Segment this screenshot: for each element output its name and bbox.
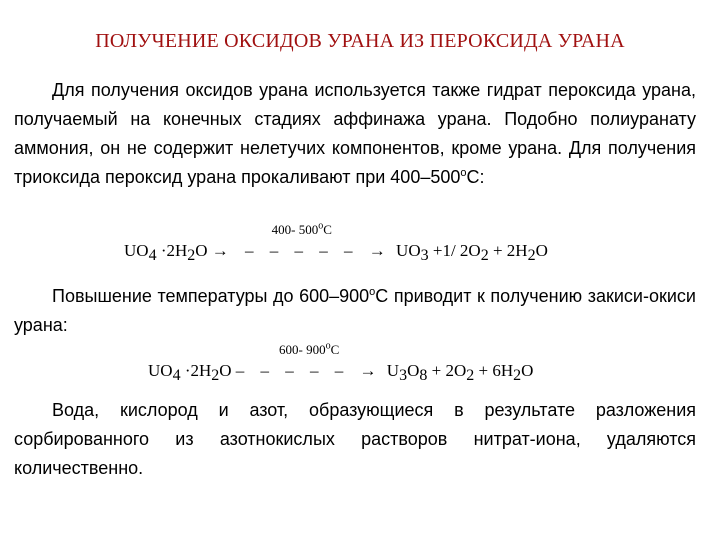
f2-rhs-u-sub: 3 — [399, 367, 408, 384]
paragraph-heating-tail: С приводит к получению закиси-окиси урана: — [14, 286, 696, 335]
f2-rhs-o2: + 2O — [431, 361, 467, 380]
f2-lhs-sub: 4 — [172, 367, 181, 384]
f2-lhs-water-sub: 2 — [211, 367, 220, 384]
f2-rhs-o2-sub: 2 — [466, 367, 475, 384]
f2-arrow-line: – – – – – → — [235, 361, 383, 380]
paragraph-heating — [14, 282, 696, 340]
paragraph-heating-text: Повышение температуры до 600–900 — [52, 286, 370, 306]
f2-condition-unit: C — [330, 342, 340, 357]
f1-lhs-sub: 4 — [148, 247, 157, 264]
slide-title: ПОЛУЧЕНИЕ ОКСИДОВ УРАНА ИЗ ПЕРОКСИДА УРАНА — [95, 30, 625, 52]
reaction-formula-2 — [148, 340, 534, 384]
f2-arrow — [235, 340, 383, 381]
f1-rhs-o: O — [535, 241, 548, 260]
f2-lhs-o: O — [219, 361, 232, 380]
f1-condition — [212, 222, 392, 238]
f1-rhs-o2: +1/ 2O — [432, 241, 481, 260]
f2-lhs-uo: UO — [148, 361, 173, 380]
degree-sign: о — [460, 167, 467, 179]
f2-rhs-h2o-sub: 2 — [513, 367, 522, 384]
paragraph-intro — [14, 76, 696, 192]
f2-condition-degree: o — [325, 340, 331, 352]
paragraph-intro-tail: С: — [466, 167, 485, 187]
f2-rhs-h2o: + 6H — [478, 361, 514, 380]
f1-lhs-water-sub: 2 — [187, 247, 196, 264]
f1-rhs-o2-sub: 2 — [480, 247, 489, 264]
paragraph-removal — [14, 396, 696, 483]
degree-sign-2: о — [369, 286, 376, 298]
f1-arrow-line: → – – – – – → — [211, 241, 392, 260]
f1-lhs-water: ·2H — [160, 241, 188, 260]
f2-lhs-water: ·2H — [184, 361, 212, 380]
f1-condition-temp: 400- 500 — [271, 222, 319, 237]
f1-lhs-o: O — [195, 241, 208, 260]
f1-rhs-h2o-sub: 2 — [527, 247, 536, 264]
f2-rhs-u: U — [386, 361, 400, 380]
f1-condition-unit: C — [323, 222, 332, 237]
f2-rhs-o-sub: 8 — [419, 367, 428, 384]
f1-rhs-uo3-sub: 3 — [420, 247, 429, 264]
f1-condition-degree: o — [318, 220, 324, 232]
f1-rhs-h2o: + 2H — [492, 241, 528, 260]
f2-condition — [236, 342, 383, 358]
f2-condition-temp: 600- 900 — [279, 342, 326, 357]
f2-rhs-o-final: O — [521, 361, 534, 380]
f1-arrow — [211, 220, 392, 261]
f2-rhs-o: O — [407, 361, 420, 380]
f1-rhs-uo3: UO — [396, 241, 421, 260]
paragraph-intro-text: Для получения оксидов урана используется также гидрат пероксида урана, получаемый на конечных стадиях аффинажа урана. Подобно полиуранату аммония, он не содержит нелетучих компонентов, кроме урана. Для получения триоксида пероксид урана прокаливают при 400–500 — [14, 80, 696, 187]
reaction-formula-1 — [124, 220, 548, 264]
f1-lhs-uo: UO — [124, 241, 149, 260]
paragraph-removal-text: Вода, кислород и азот, образующиеся в результате разложения сорбированного из азотнокислых растворов нитрат-иона, удаляются количественно. — [14, 400, 696, 478]
